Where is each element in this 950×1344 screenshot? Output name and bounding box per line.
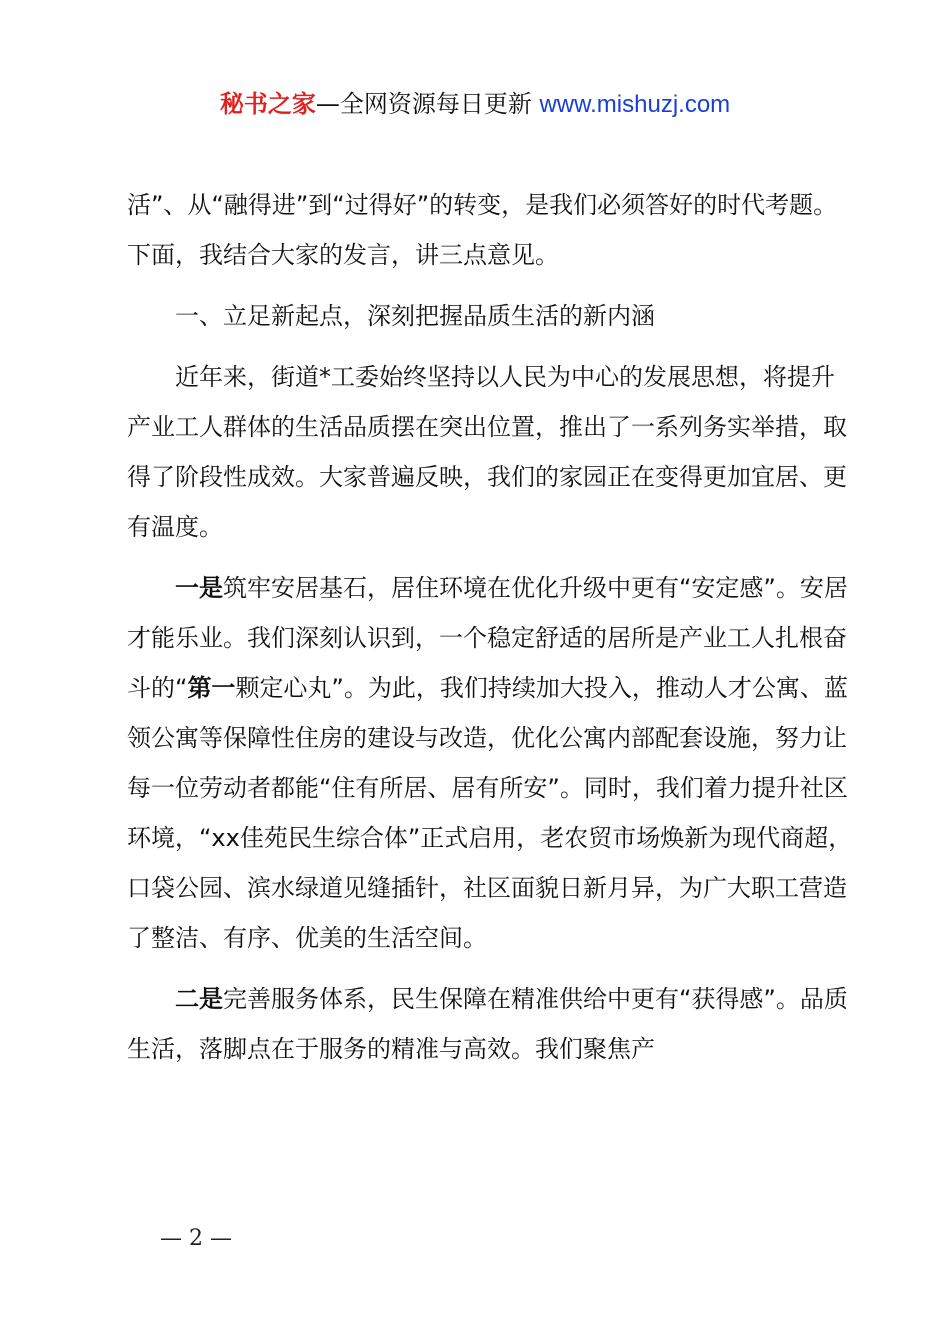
- paragraph-continuation: 活”、从“融得进”到“过得好”的转变，是我们必须答好的时代考题。下面，我结合大家的发言，讲三点意见。: [127, 191, 838, 269]
- header-url[interactable]: www.mishuzj.com: [539, 91, 731, 118]
- point-one-lead: 一是: [175, 574, 223, 602]
- brand-name: 秘书之家: [219, 90, 316, 118]
- point-one-text-a: 筑牢安居基石，居住环境在优化升级中更有“安定感”。安居才能乐业。我们深刻认识到，一个稳定舒适的居所是产业工人扎根奋斗的“: [127, 574, 848, 702]
- paragraph-intro: 近年来，街道*工委始终坚持以人民为中心的发展思想，将提升产业工人群体的生活品质摆在突出位置，推出了一系列务实举措，取得了阶段性成效。大家普遍反映，我们的家园正在变得更加宜居、更有温度。: [127, 363, 847, 541]
- page-number: — 2 —: [160, 1226, 232, 1251]
- point-two-lead: 二是: [175, 985, 223, 1013]
- header-slogan: —全网资源每日更新: [315, 90, 532, 118]
- section-heading: 一、立足新起点，深刻把握品质生活的新内涵: [175, 302, 655, 330]
- point-one-bold: 第一: [187, 674, 236, 702]
- paragraph-point-one: [127, 563, 857, 963]
- document-body: [127, 180, 857, 1074]
- point-one-text-b: 颗定心丸”。为此，我们持续加大投入，推动人才公寓、蓝领公寓等保障性住房的建设与改造，优化公寓内部配套设施，努力让每一位劳动者都能“住有所居、居有所安”。同时，我们着力提升社区环境，“xx佳苑民生综合体”正式启用，老农贸市场焕新为现代商超，口袋公园、滨水绿道见缝插针，社区面貌日新月异，为广大职工营造了整洁、有序、优美的生活空间。: [127, 674, 853, 952]
- point-two-text: 完善服务体系，民生保障在精准供给中更有“获得感”。品质生活，落脚点在于服务的精准与高效。我们聚焦产: [127, 985, 848, 1063]
- watermark-header: [0, 86, 950, 123]
- paragraph-point-two: [127, 974, 857, 1074]
